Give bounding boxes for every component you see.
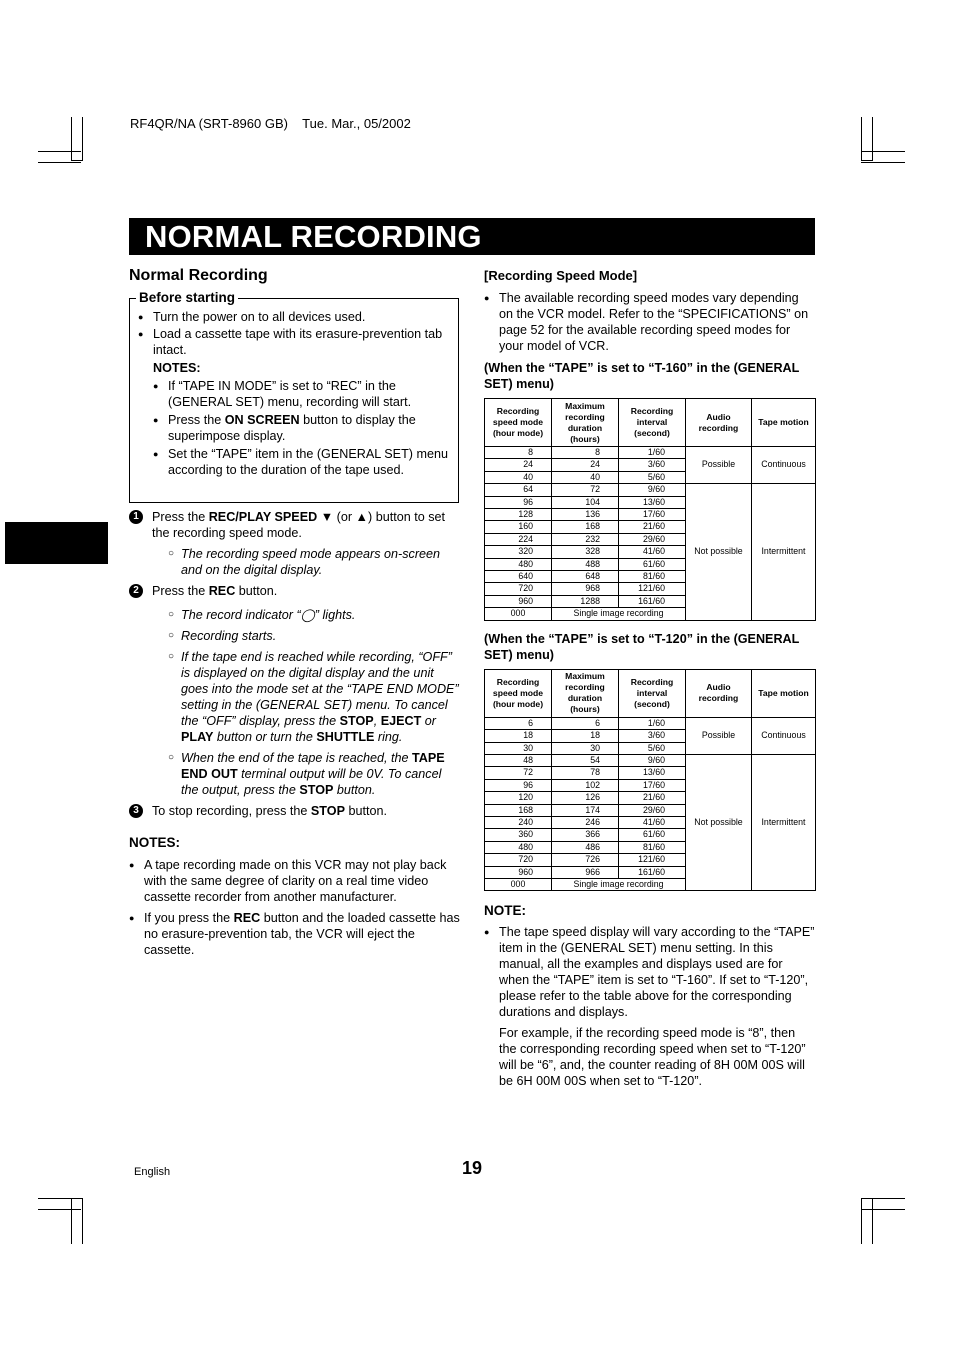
step-2-sublist (152, 607, 462, 798)
table-cell: 328 (552, 546, 619, 558)
table-cell: 17/60 (619, 779, 686, 791)
note-label: NOTE: (484, 903, 526, 919)
table-header: Tape motion (752, 669, 816, 717)
table-cell: 21/60 (619, 792, 686, 804)
table-cell: 41/60 (619, 816, 686, 828)
before-starting-box (129, 290, 459, 503)
list-item: ○ The recording speed mode appears on-screen and on the digital display. (168, 546, 462, 578)
table-cell: 21/60 (619, 521, 686, 533)
table-header: Recording interval (second) (619, 399, 686, 447)
note-text: ● The tape speed display will vary according to the “TAPE” item in the (GENERAL SET) menu setting. In this manual, all the examples and displays used are for when the “TAPE” item is set to “T-160”. If set to “T-120”, please refer to the table above for the corresponding durations and displays. (499, 925, 815, 1020)
table-cell: 128 (485, 509, 552, 521)
list-item: ○ If the tape end is reached while recording, “OFF” is displayed on the digital display and the unit goes into the mode set at the “TAPE END MODE” setting in the (GENERAL SET) menu. To cancel the “OFF” display, press the STOP, EJECT or PLAY button or turn the SHUTTLE ring. (168, 649, 462, 745)
table-cell: 72 (552, 484, 619, 496)
table-cell: 41/60 (619, 546, 686, 558)
table-cell: 24 (485, 459, 552, 471)
audio-cell: Not possible (686, 484, 752, 620)
table-cell: 966 (552, 866, 619, 878)
table-cell: 6 (552, 717, 619, 729)
before-starting-list (138, 309, 450, 358)
table-cell: 320 (485, 546, 552, 558)
section-title: Normal Recording (129, 267, 268, 284)
table-header: Maximum recording duration (hours) (552, 669, 619, 717)
table-cell: 480 (485, 841, 552, 853)
table-cell: 102 (552, 779, 619, 791)
list-item: ● Set the “TAPE” item in the (GENERAL SET) menu according to the duration of the tape used. (153, 446, 450, 478)
table-cell: 29/60 (619, 804, 686, 816)
table-header: Recording interval (second) (619, 669, 686, 717)
step-number: 2 (129, 584, 143, 598)
table-cell: 54 (552, 754, 619, 766)
table-cell: 3/60 (619, 730, 686, 742)
table-cell: 000 (485, 878, 552, 890)
table-cell: 486 (552, 841, 619, 853)
table-row (485, 717, 816, 729)
table-cell: 240 (485, 816, 552, 828)
step-number: 1 (129, 510, 143, 524)
table-cell: 648 (552, 571, 619, 583)
audio-cell: Possible (686, 717, 752, 754)
table-cell: 81/60 (619, 571, 686, 583)
footer-language: English (134, 1166, 171, 1178)
audio-cell: Not possible (686, 754, 752, 890)
speed-mode-title: [Recording Speed Mode] (484, 268, 638, 283)
box-notes-list (153, 378, 450, 478)
table-cell: 1/60 (619, 717, 686, 729)
table-cell: 5/60 (619, 471, 686, 483)
table-cell: 9/60 (619, 754, 686, 766)
table-cell: Single image recording (552, 878, 686, 890)
table-cell: 640 (485, 571, 552, 583)
document-code-header: RF4QR/NA (SRT-8960 GB) Tue. Mar., 05/2002 (130, 116, 411, 131)
list-item: ○ When the end of the tape is reached, the TAPE END OUT terminal output will be 0V. To cancel the output, press the STOP button. (168, 750, 462, 798)
table-cell: 366 (552, 829, 619, 841)
list-item: ● Press the ON SCREEN button to display the superimpose display. (153, 412, 450, 444)
list-item: ● The available recording speed modes vary depending on the VCR model. Refer to the “SPECIFICATIONS” on page 52 for the available recording speed modes for your model of VCR. (484, 290, 816, 354)
table-cell: 61/60 (619, 558, 686, 570)
table-cell: 232 (552, 533, 619, 545)
list-item: ● If “TAPE IN MODE” is set to “REC” in the (GENERAL SET) menu, recording will start. (153, 378, 450, 410)
table-cell: 30 (552, 742, 619, 754)
table-cell: 161/60 (619, 595, 686, 607)
table-cell: 480 (485, 558, 552, 570)
t160-table (484, 398, 816, 621)
table-cell: 136 (552, 509, 619, 521)
table-cell: 8 (552, 447, 619, 459)
table-cell: 960 (485, 595, 552, 607)
table-cell: 1288 (552, 595, 619, 607)
side-tab-marker (5, 522, 108, 564)
table-cell: 120 (485, 792, 552, 804)
table-cell: 29/60 (619, 533, 686, 545)
page-title-bar (129, 218, 815, 255)
box-notes-label: NOTES: (153, 361, 201, 375)
table-cell: 720 (485, 583, 552, 595)
table-cell: 104 (552, 496, 619, 508)
left-column (129, 268, 462, 959)
table-cell: 72 (485, 767, 552, 779)
table-cell: 9/60 (619, 484, 686, 496)
motion-cell: Intermittent (752, 754, 816, 890)
right-column (484, 268, 816, 1090)
list-item: ● If you press the REC button and the loaded cassette has no erasure-prevention tab, the VCR will eject the cassette. (129, 910, 462, 958)
table-cell: 246 (552, 816, 619, 828)
table-row (485, 447, 816, 459)
table-cell: 121/60 (619, 583, 686, 595)
list-item (484, 924, 816, 1089)
table-cell: 64 (485, 484, 552, 496)
table-cell: 6 (485, 717, 552, 729)
table-header: Tape motion (752, 399, 816, 447)
table-cell: 96 (485, 496, 552, 508)
step-2: 2 Press the REC button. ○ The record indicator “◯” lights. ○ Recording starts. ○ If the tape end is reached while recording, “OFF” is displayed on the digital display and the unit goes into the mode set at the “TAPE END MODE” setting in the (GENERAL SET) menu. To cancel the “OFF” display, press the STOP, EJECT or PLAY button or turn the SHUTTLE ring. ○ When the end of the tape is reached, the TAPE END OUT terminal output will be 0V. To cancel the output, press the STOP button. (129, 583, 462, 798)
motion-cell: Continuous (752, 447, 816, 484)
table-header: Maximum recording duration (hours) (552, 399, 619, 447)
t120-table (484, 669, 816, 892)
table-cell: 17/60 (619, 509, 686, 521)
table-cell: 40 (552, 471, 619, 483)
table-cell: 24 (552, 459, 619, 471)
table-cell: 13/60 (619, 767, 686, 779)
step-1-sublist (152, 546, 462, 578)
table-cell: 360 (485, 829, 552, 841)
table-cell: 121/60 (619, 854, 686, 866)
page-number: 19 (462, 1158, 483, 1178)
table-cell: 1/60 (619, 447, 686, 459)
speed-mode-list (484, 290, 816, 354)
table-cell: Single image recording (552, 608, 686, 620)
table-cell: 18 (552, 730, 619, 742)
table-cell: 000 (485, 608, 552, 620)
table-row (485, 484, 816, 496)
table-cell: 81/60 (619, 841, 686, 853)
table-cell: 720 (485, 854, 552, 866)
table-cell: 30 (485, 742, 552, 754)
table-header: Recording speed mode (hour mode) (485, 399, 552, 447)
step-number: 3 (129, 804, 143, 818)
table-row (485, 754, 816, 766)
note-example: For example, if the recording speed mode is “8”, then the corresponding recording speed when set to “T-120” will be “6”, and, the counter reading of 8H 00M 00S will be 6H 00M 00S when set to “T-120”. (499, 1026, 806, 1089)
motion-cell: Intermittent (752, 484, 816, 620)
list-item: ○ Recording starts. (168, 628, 462, 644)
table-cell: 13/60 (619, 496, 686, 508)
table-cell: 161/60 (619, 866, 686, 878)
table-cell: 3/60 (619, 459, 686, 471)
list-item: ● A tape recording made on this VCR may not play back with the same degree of clarity on a real time video cassette recorder from another manufacturer. (129, 857, 462, 905)
motion-cell: Continuous (752, 717, 816, 754)
list-item: ● Load a cassette tape with its erasure-prevention tab intact. (138, 326, 450, 358)
audio-cell: Possible (686, 447, 752, 484)
table-cell: 960 (485, 866, 552, 878)
notes-label: NOTES: (129, 835, 181, 850)
before-starting-label: Before starting (136, 290, 238, 306)
note-list (484, 924, 816, 1089)
list-item: ● Turn the power on to all devices used. (138, 309, 450, 325)
t160-caption: (When the “TAPE” is set to “T-160” in the (GENERAL SET) menu) (484, 361, 800, 391)
table-cell: 61/60 (619, 829, 686, 841)
table-cell: 48 (485, 754, 552, 766)
table-cell: 5/60 (619, 742, 686, 754)
table-header: Audio recording (686, 399, 752, 447)
table-cell: 96 (485, 779, 552, 791)
table-cell: 488 (552, 558, 619, 570)
table-cell: 168 (485, 804, 552, 816)
table-cell: 78 (552, 767, 619, 779)
list-item: ○ The record indicator “◯” lights. (168, 607, 462, 623)
table-cell: 40 (485, 471, 552, 483)
table-header: Recording speed mode (hour mode) (485, 669, 552, 717)
step-3: 3 To stop recording, press the STOP button. (129, 803, 462, 819)
table-cell: 126 (552, 792, 619, 804)
step-1: 1 Press the REC/PLAY SPEED ▼ (or ▲) button to set the recording speed mode. ○ The recording speed mode appears on-screen and on the digital display. (129, 509, 462, 578)
t120-caption: (When the “TAPE” is set to “T-120” in the (GENERAL SET) menu) (484, 631, 800, 662)
table-cell: 18 (485, 730, 552, 742)
notes-list (129, 857, 462, 958)
table-cell: 8 (485, 447, 552, 459)
page-title: NORMAL RECORDING (145, 219, 482, 254)
table-cell: 160 (485, 521, 552, 533)
table-header: Audio recording (686, 669, 752, 717)
table-cell: 224 (485, 533, 552, 545)
table-cell: 726 (552, 854, 619, 866)
table-cell: 174 (552, 804, 619, 816)
table-cell: 968 (552, 583, 619, 595)
table-cell: 168 (552, 521, 619, 533)
